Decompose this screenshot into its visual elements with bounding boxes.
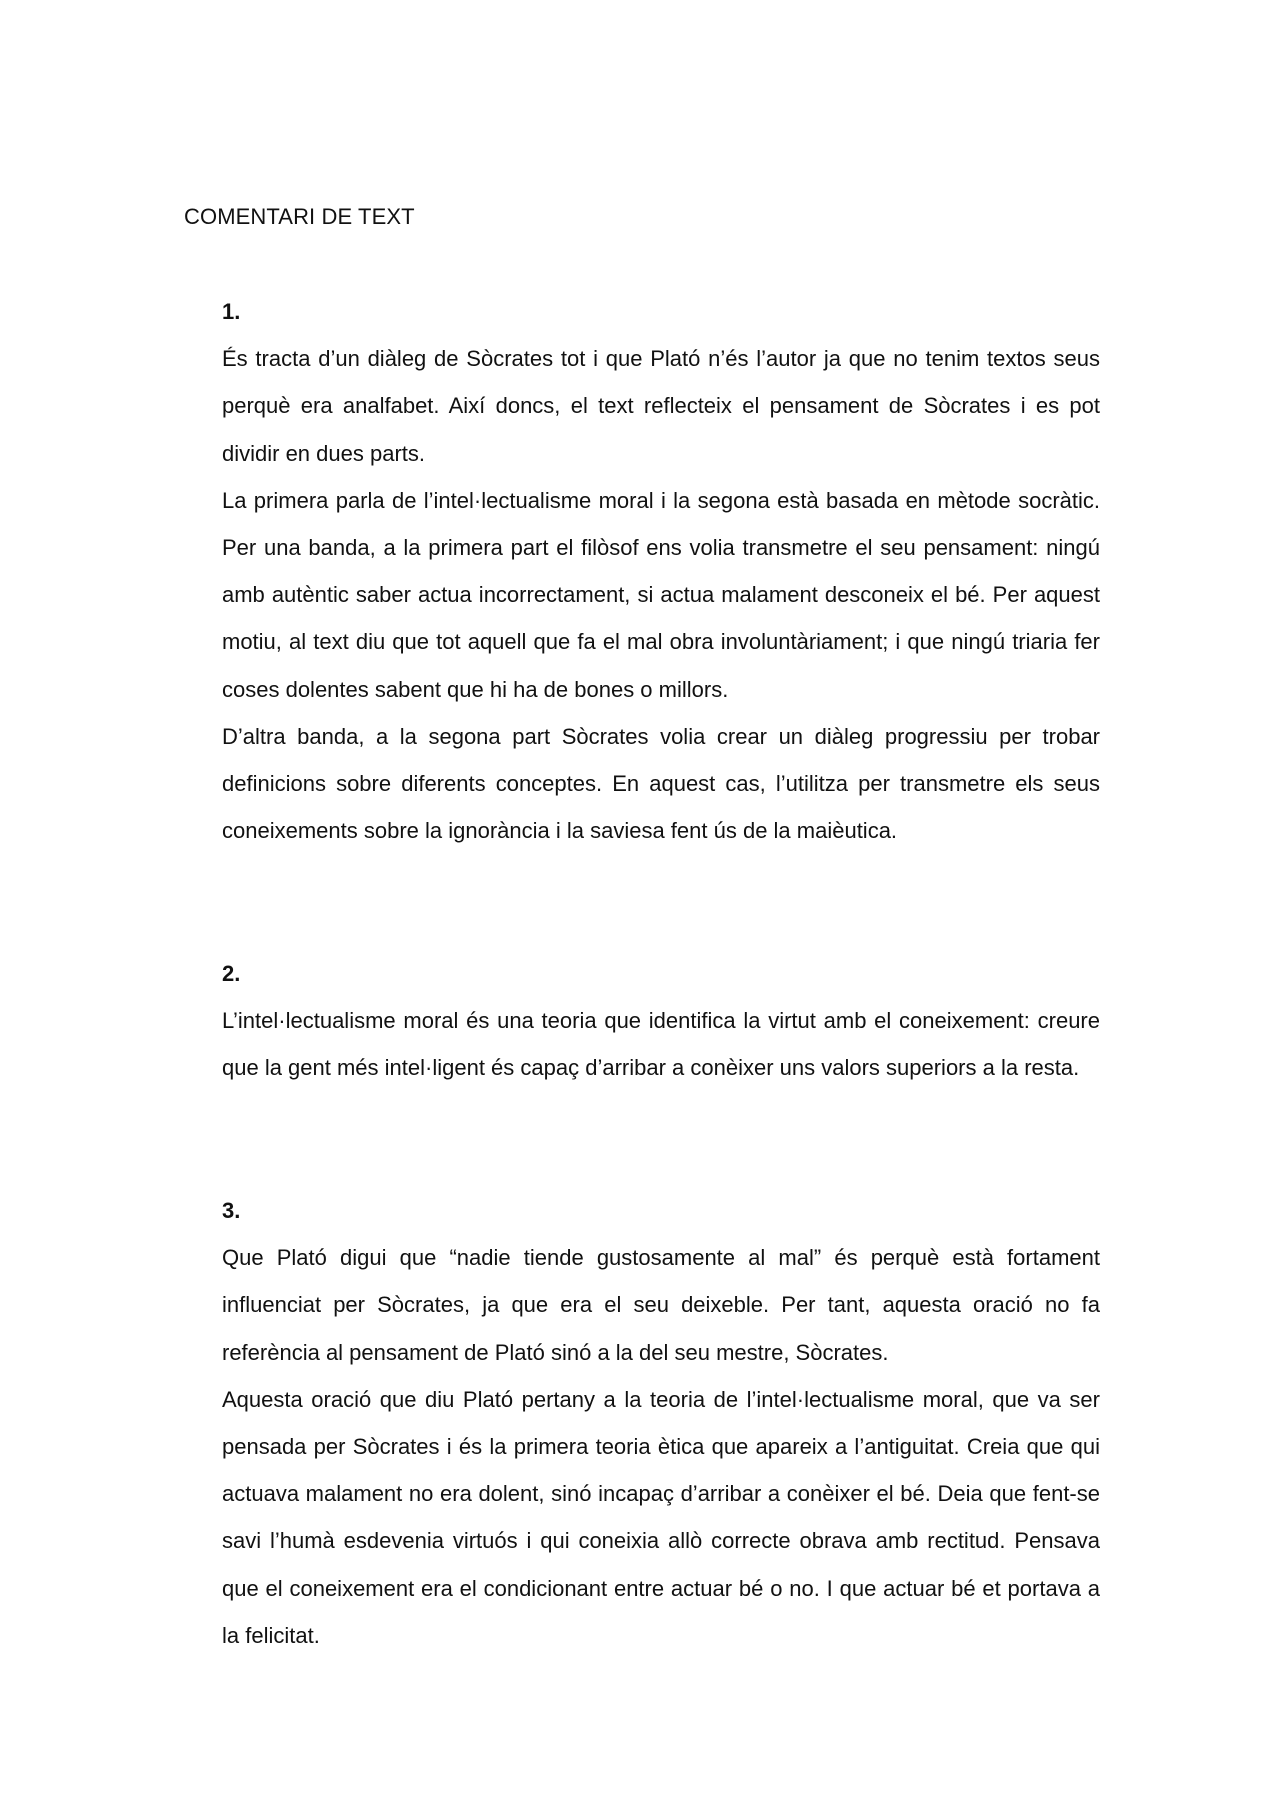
section-3 xyxy=(222,1187,1100,1659)
paragraph: Aquesta oració que diu Plató pertany a la teoria de l’intel·lectualisme moral, que va ser pensada per Sòcrates i és la primera teoria ètica que apareix a l’antiguitat. Creia que qui actuava malament no era dolent, sinó incapaç d’arribar a conèixer el bé. Deia que fent-se savi l’humà esdevenia virtuós i qui coneixia allò correcte obrava amb rectitud. Pensava que el coneixement era el condicionant entre actuar bé o no. I que actuar bé et portava a la felicitat. xyxy=(222,1386,1100,1648)
paragraph: L’intel·lectualisme moral és una teoria que identifica la virtut amb el coneixement: creure que la gent més intel·ligent és capaç d’arribar a conèixer uns valors superiors a la resta. xyxy=(222,1008,1100,1081)
section-1 xyxy=(222,288,1100,854)
section-number: 3. xyxy=(222,1198,241,1223)
section-number: 1. xyxy=(222,299,241,324)
section-number: 2. xyxy=(222,961,241,986)
section-2 xyxy=(222,950,1100,1092)
paragraph: Que Plató digui que “nadie tiende gustosamente al mal” és perquè està fortament influenciat per Sòcrates, ja que era el seu deixeble. Per tant, aquesta oració no fa referència al pensament de Plató sinó a la del seu mestre, Sòcrates. xyxy=(222,1245,1100,1365)
paragraph: La primera parla de l’intel·lectualisme moral i la segona està basada en mètode socràtic. Per una banda, a la primera part el filòsof ens volia transmetre el seu pensament: ningú amb autèntic saber actua incorrectament, si actua malament desconeix el bé. Per aquest motiu, al text diu que tot aquell que fa el mal obra involuntàriament; i que ningú triaria fer coses dolentes sabent que hi ha de bones o millors. xyxy=(222,487,1100,702)
paragraph: D’altra banda, a la segona part Sòcrates volia crear un diàleg progressiu per trobar definicions sobre diferents conceptes. En aquest cas, l’utilitza per transmetre els seus coneixements sobre la ignorància i la saviesa fent ús de la maièutica. xyxy=(222,723,1100,844)
paragraph: És tracta d’un diàleg de Sòcrates tot i que Plató n’és l’autor ja que no tenim textos seus perquè era analfabet. Així doncs, el text reflecteix el pensament de Sòcrates i es pot dividir en dues parts. xyxy=(222,346,1100,466)
document-title: COMENTARI DE TEXT xyxy=(184,204,415,229)
